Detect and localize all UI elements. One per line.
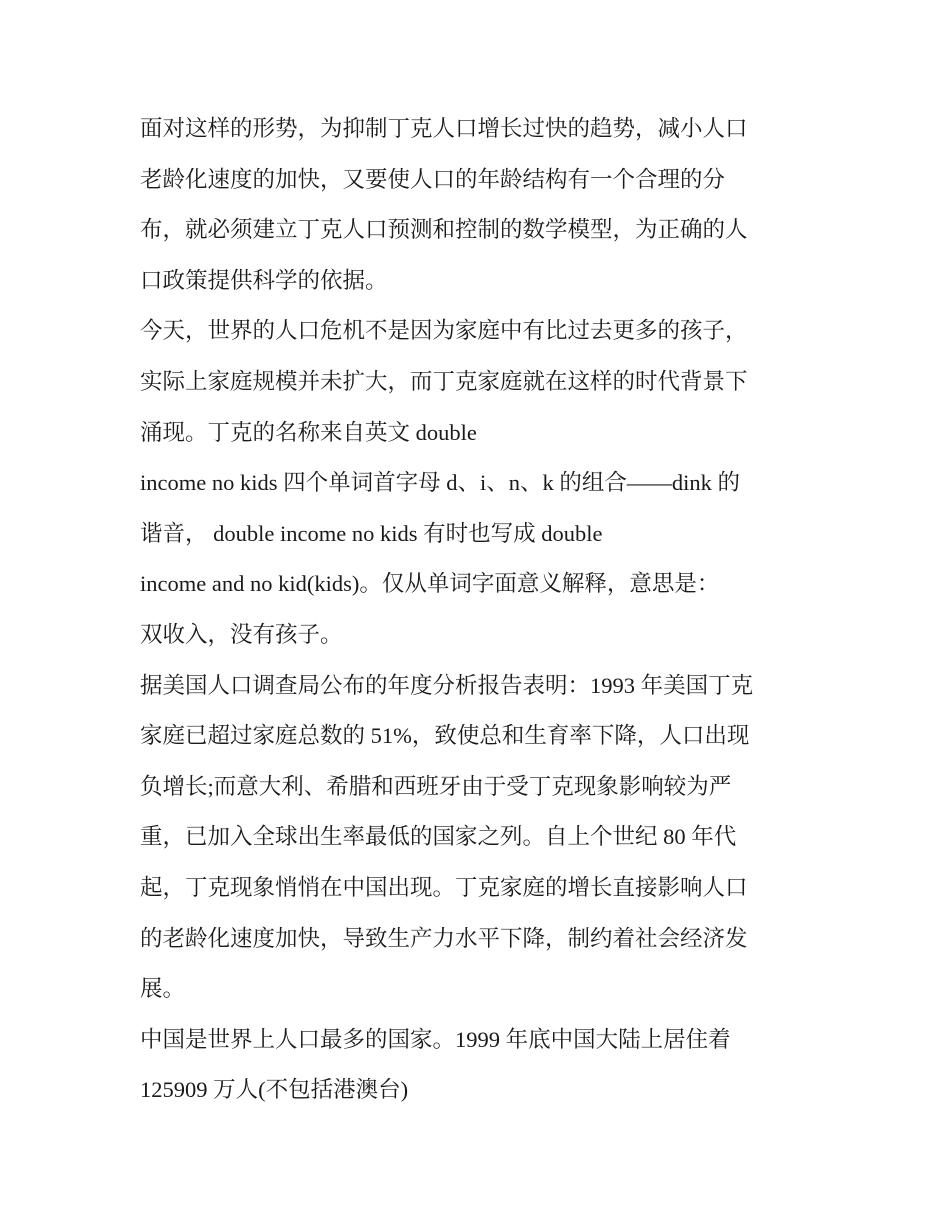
text-line: 老龄化速度的加快，又要使人口的年龄结构有一个合理的分 — [140, 166, 726, 192]
text-line: 面对这样的形势，为抑制丁克人口增长过快的趋势，减小人口 — [140, 116, 748, 141]
text-line: 实际上家庭规模并未扩大，而丁克家庭就在这样的时代背景下 — [140, 368, 748, 394]
text-line: 中国是世界上人口最多的国家。1999 年底中国大陆上居住着 — [140, 1026, 731, 1052]
text-line: 的老龄化速度加快，导致生产力水平下降，制约着社会经济发 — [140, 925, 748, 951]
text-line: 据美国人口调查局公布的年度分析报告表明：1993 年美国丁克 — [140, 672, 754, 698]
text-line: 谐音， double income no kids 有时也写成 double — [140, 520, 603, 546]
text-line: 今天，世界的人口危机不是因为家庭中有比过去更多的孩子， — [140, 318, 748, 344]
text-line: 双收入，没有孩子。 — [140, 621, 343, 647]
text-line: 起，丁克现象悄悄在中国出现。丁克家庭的增长直接影响人口 — [140, 874, 748, 900]
text-line: 125909 万人(不包括港澳台) — [140, 1077, 409, 1103]
text-line: 涌现。丁克的名称来自英文 double — [140, 419, 477, 445]
text-line: 家庭已超过家庭总数的 51%，致使总和生育率下降，人口出现 — [140, 723, 750, 749]
text-line: income and no kid(kids)。仅从单词字面意义解释，意思是： — [140, 571, 720, 597]
text-line: 重，已加入全球出生率最低的国家之列。自上个世纪 80 年代 — [140, 824, 737, 850]
document-body — [140, 104, 820, 1116]
text-line: income no kids 四个单词首字母 d、i、n、k 的组合——dink 的 — [140, 470, 740, 496]
text-line: 负增长;而意大利、希腊和西班牙由于受丁克现象影响较为严 — [140, 773, 732, 799]
text-line: 口政策提供科学的依据。 — [140, 267, 388, 293]
text-line: 布，就必须建立丁克人口预测和控制的数学模型，为正确的人 — [140, 217, 748, 243]
text-line: 展。 — [140, 976, 186, 1002]
